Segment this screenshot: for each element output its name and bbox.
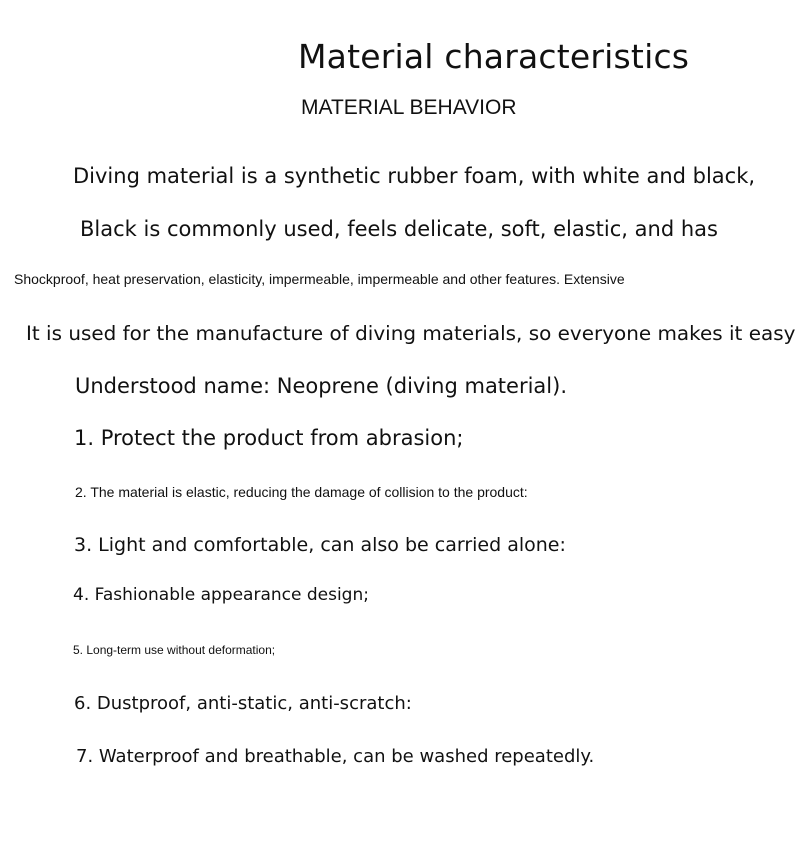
intro-line: Black is commonly used, feels delicate, soft, elastic, and has: [80, 217, 718, 241]
feature-item: 3. Light and comfortable, can also be carried alone:: [74, 534, 566, 556]
intro-line: Diving material is a synthetic rubber foam, with white and black,: [73, 164, 756, 188]
page-title: Material characteristics: [298, 37, 690, 76]
feature-item: 2. The material is elastic, reducing the damage of collision to the product:: [75, 484, 528, 500]
feature-item: 4. Fashionable appearance design;: [73, 585, 369, 605]
intro-line: Shockproof, heat preservation, elasticity, impermeable, impermeable and other features. Extensive: [14, 271, 625, 287]
page-subtitle: MATERIAL BEHAVIOR: [301, 96, 517, 119]
intro-line: Understood name: Neoprene (diving material).: [75, 374, 568, 398]
intro-line: It is used for the manufacture of diving materials, so everyone makes it easy: [26, 321, 796, 345]
feature-item: 7. Waterproof and breathable, can be washed repeatedly.: [76, 746, 595, 767]
feature-item: 6. Dustproof, anti-static, anti-scratch:: [74, 693, 412, 714]
feature-item: 1. Protect the product from abrasion;: [74, 426, 464, 450]
feature-item: 5. Long-term use without deformation;: [73, 643, 276, 657]
